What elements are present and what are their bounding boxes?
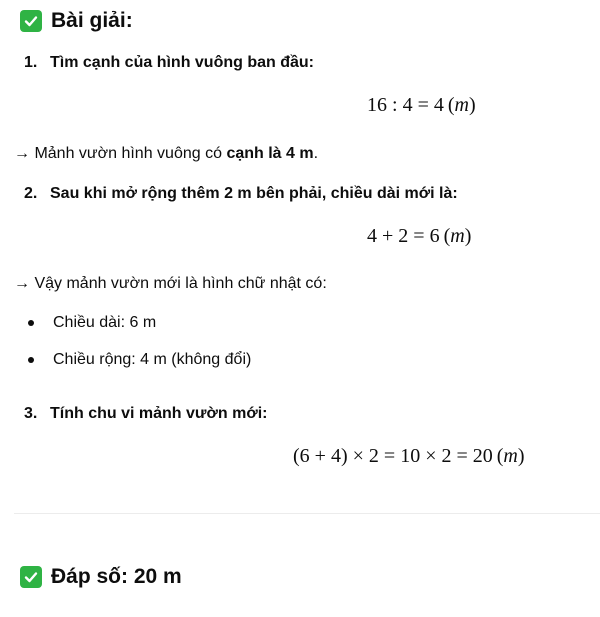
step-3-title-text: Tính chu vi mảnh vườn mới:: [50, 405, 268, 422]
equation-2: 4 + 2 = 6 (m): [367, 225, 472, 247]
answer-heading-text: Đáp số: 20 m: [51, 565, 182, 588]
solution-heading: [20, 9, 133, 33]
step-2-title: [24, 185, 458, 203]
equation-3: (6 + 4) × 2 = 10 × 2 = 20 (m): [293, 445, 525, 467]
bullet-dot-icon: [28, 320, 34, 326]
step-2-title-text: Sau khi mở rộng thêm 2 m bên phải, chiều dài mới là:: [50, 185, 458, 202]
bullet-length: Chiều dài: 6 m: [28, 314, 156, 332]
conclusion-1-bold: cạnh là 4 m: [226, 145, 314, 162]
step-1-title: [24, 54, 314, 72]
step-1-number: 1.: [24, 54, 38, 71]
divider: [14, 513, 600, 514]
equation-1: 16 : 4 = 4 (m): [367, 94, 476, 116]
checkmark-icon: [20, 10, 42, 32]
bullet-dot-icon: [28, 357, 34, 363]
step-2-number: 2.: [24, 185, 38, 202]
answer-heading: [20, 565, 182, 589]
solution-heading-text: Bài giải:: [51, 9, 133, 32]
step-3-title: [24, 405, 267, 423]
step-1-title-text: Tìm cạnh của hình vuông ban đầu:: [50, 54, 315, 71]
conclusion-1: → Mảnh vườn hình vuông có cạnh là 4 m.: [14, 145, 319, 162]
bullet-width: Chiều rộng: 4 m (không đổi): [28, 351, 251, 369]
checkmark-icon: [20, 566, 42, 588]
step-3-number: 3.: [24, 405, 38, 422]
conclusion-2: → Vậy mảnh vườn mới là hình chữ nhật có:: [14, 275, 327, 292]
